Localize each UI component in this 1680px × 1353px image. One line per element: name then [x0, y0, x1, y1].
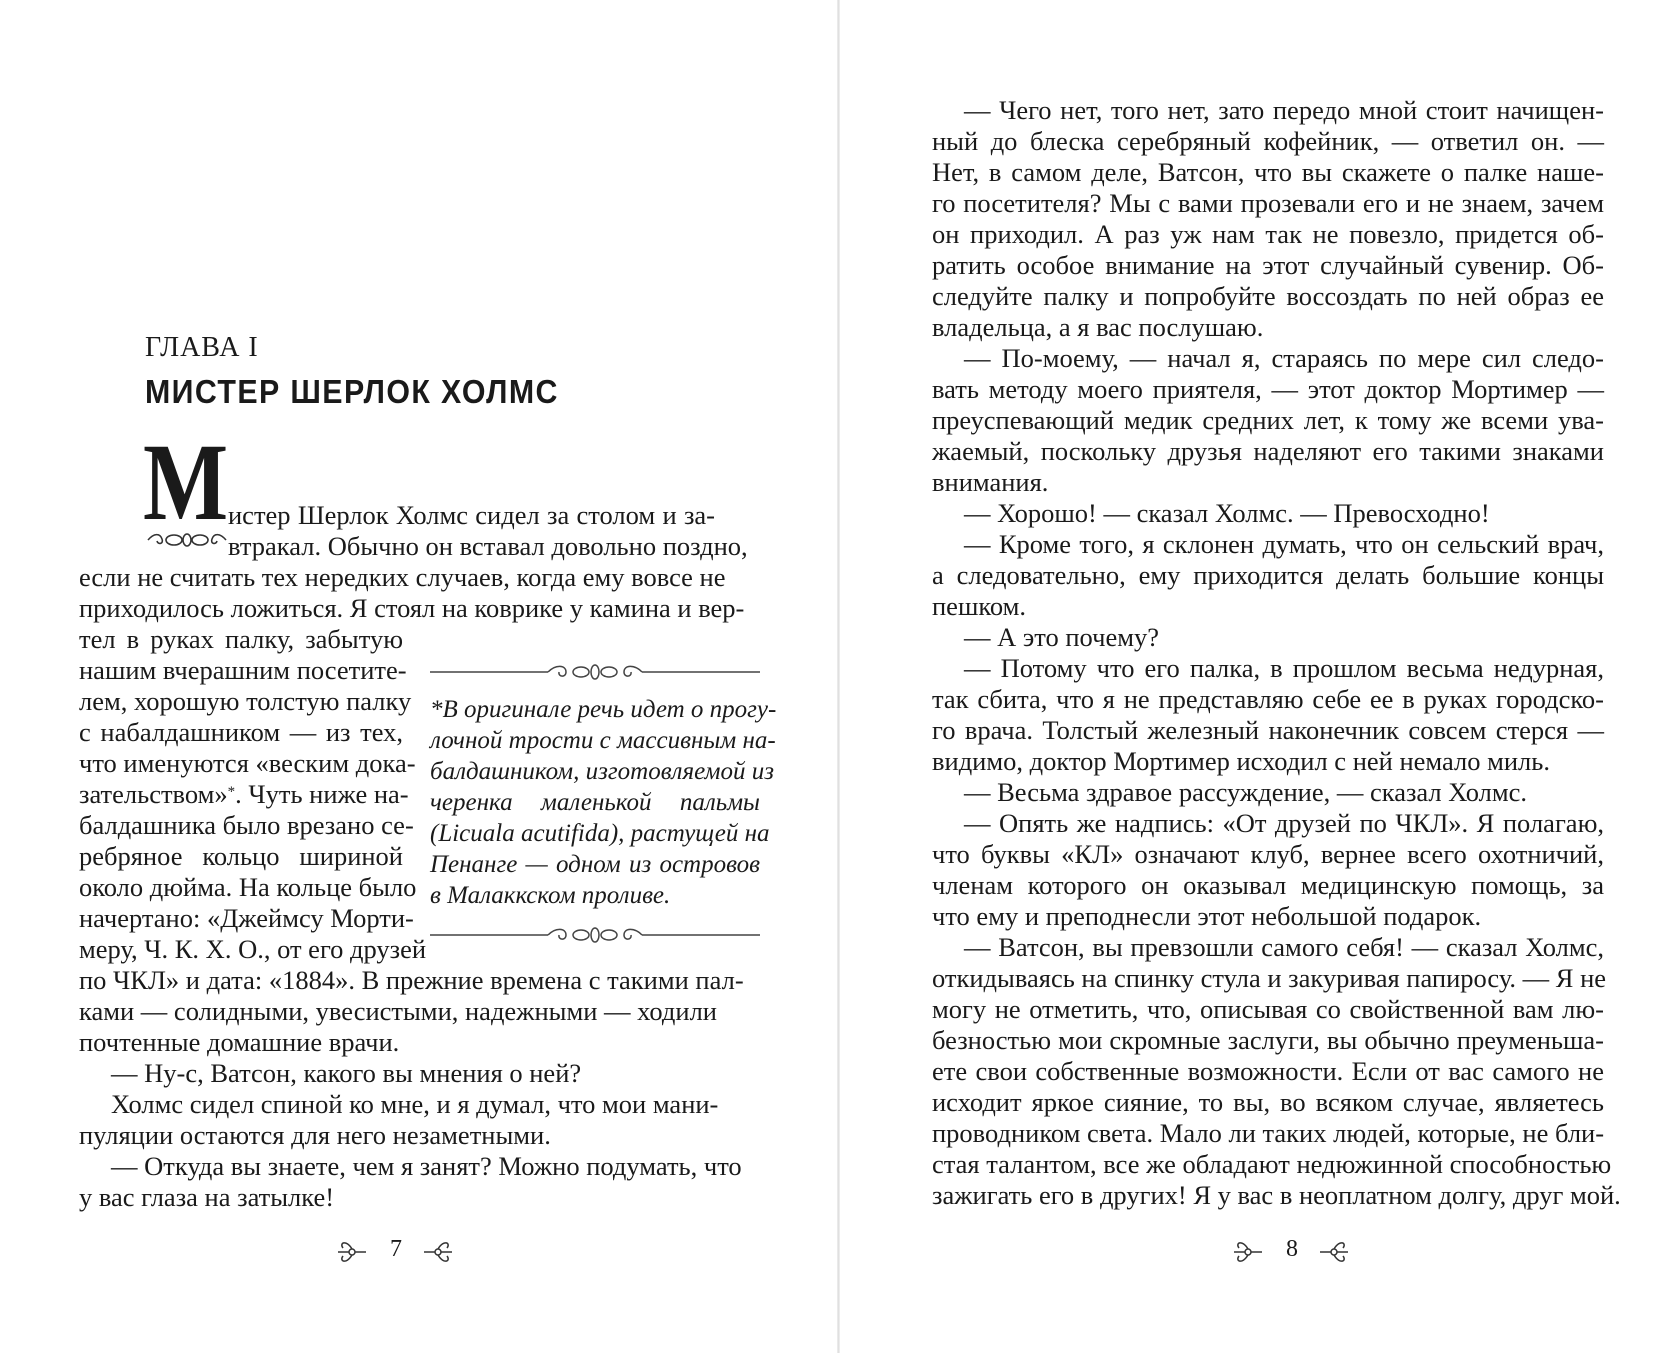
- folio-ornament-left-icon: [1232, 1237, 1264, 1267]
- body-line: лем, хорошую толстую палку: [79, 686, 412, 716]
- body-line: около дюйма. На кольце было: [79, 872, 417, 902]
- body-line: ете свои собственные возможности. Если от вас самого не: [932, 1056, 1604, 1086]
- body-line: что буквы «КЛ» означают клуб, вернее всего охотничий,: [932, 839, 1604, 869]
- body-line: так сбита, что я не представляю себе ее в руках городско-: [932, 684, 1604, 714]
- body-line: балдашника было врезано се-: [79, 810, 414, 840]
- body-line: проводником света. Мало ли таких людей, которые, не бли-: [932, 1118, 1605, 1148]
- right-page: [840, 0, 1680, 1353]
- footnote-text: В оригинале речь идет о прогу-: [442, 696, 777, 723]
- body-line: безностью мои скромные заслуги, вы обычно преуменьша-: [932, 1025, 1604, 1055]
- body-line: нашим вчерашним посетите-: [79, 655, 407, 685]
- page-number-block: [336, 1232, 456, 1272]
- body-line: втракал. Обычно он вставал довольно поздно,: [228, 531, 748, 561]
- chapter-title: МИСТЕР ШЕРЛОК ХОЛМС: [145, 373, 559, 410]
- drop-cap-ornament-icon: [146, 530, 228, 550]
- folio-ornament-right-icon: [422, 1237, 454, 1267]
- body-line: членам которого он оказывал медицинскую помощь, за: [932, 870, 1604, 900]
- body-line: Холмс сидел спиной ко мне, и я думал, что мои мани-: [111, 1089, 719, 1119]
- body-line: го посетителя? Мы с вами прозевали его и не знаем, зачем: [932, 188, 1604, 218]
- body-line: пуляции остаются для него незаметными.: [79, 1120, 551, 1150]
- body-text: . Чуть ниже на-: [235, 779, 409, 809]
- body-line: что ему и преподнесли этот небольшой подарок.: [932, 901, 1482, 931]
- footnote-line: [430, 694, 776, 725]
- body-line: Нет, в самом деле, Ватсон, что вы скажете о палке наше-: [932, 157, 1604, 187]
- footnote-line: лочной трости с массивным на-: [430, 727, 776, 754]
- body-line: — Ватсон, вы превзошли самого себя! — сказал Холмс,: [964, 932, 1604, 962]
- body-text: зательством»: [79, 779, 228, 809]
- folio-ornament-left-icon: [336, 1237, 368, 1267]
- footnote-marker: *: [430, 696, 443, 723]
- body-line: откидываясь на спинку стула и закуривая папиросу. — Я не: [932, 963, 1607, 993]
- footnote-top-rule-ornament: [430, 660, 760, 684]
- footnote-line: в Малаккском проливе.: [430, 882, 671, 909]
- page-number-block: [1232, 1232, 1352, 1272]
- body-line: вать методу моего приятеля, — этот доктор Мортимер —: [932, 374, 1604, 404]
- body-line: истер Шерлок Холмс сидел за столом и за-: [228, 500, 715, 530]
- body-line: преуспевающий медик средних лет, к тому же всеми ува-: [932, 405, 1604, 435]
- body-line: меру, Ч. К. Х. О., от его друзей: [79, 934, 427, 964]
- body-line: — По-моему, — начал я, стараясь по мере сил следо-: [964, 343, 1604, 373]
- footnote-reference[interactable]: *: [227, 784, 236, 800]
- body-line: — Хорошо! — сказал Холмс. — Превосходно!: [964, 498, 1490, 528]
- body-line: — Потому что его палка, в прошлом весьма недурная,: [964, 653, 1604, 683]
- body-line: ками — солидными, увесистыми, надежными — ходили: [79, 996, 717, 1026]
- body-line: он приходил. А раз уж нам так не повезло, придется об-: [932, 219, 1604, 249]
- body-line-with-footnote-ref: [79, 779, 409, 810]
- drop-cap: М: [143, 421, 229, 543]
- page-number: 8: [1286, 1236, 1298, 1262]
- body-line: владельца, а я вас послушаю.: [932, 312, 1264, 342]
- footnote-line: черенка маленькой пальмы: [430, 789, 760, 816]
- footnote-line: балдашником, изготовляемой из: [430, 758, 775, 785]
- chapter-label: ГЛАВА I: [145, 332, 259, 363]
- body-line: приходилось ложиться. Я стоял на коврике у камина и вер-: [79, 593, 745, 623]
- footnote-line: Пенанге — одном из островов: [430, 851, 760, 878]
- footnote-line: (Licuala acutifida), растущей на: [430, 820, 770, 847]
- body-line: — Кроме того, я склонен думать, что он сельский врач,: [964, 529, 1604, 559]
- body-line: го врача. Толстый железный наконечник совсем стерся —: [932, 715, 1604, 745]
- page-number: 7: [390, 1236, 402, 1262]
- body-line: ребряное кольцо шириной: [79, 841, 403, 871]
- body-line: что именуются «веским дока-: [79, 748, 416, 778]
- body-line: жаемый, поскольку друзья наделяют его такими знаками: [932, 436, 1604, 466]
- body-line: — Весьма здравое рассуждение, — сказал Холмс.: [964, 777, 1528, 807]
- body-line: зажигать его в других! Я у вас в неоплатном долгу, друг мой.: [932, 1180, 1621, 1210]
- body-line: — Опять же надпись: «От друзей по ЧКЛ». Я полагаю,: [964, 808, 1604, 838]
- body-line: ный до блеска серебряный кофейник, — ответил он. —: [932, 126, 1604, 156]
- body-line: а следовательно, ему приходится делать большие концы: [932, 560, 1604, 590]
- body-line: начертано: «Джеймсу Морти-: [79, 903, 414, 933]
- body-line: с набалдашником — из тех,: [79, 717, 403, 747]
- left-page: [0, 0, 839, 1353]
- body-line: по ЧКЛ» и дата: «1884». В прежние времена с такими пал-: [79, 965, 744, 995]
- body-line: исходит яркое сияние, то вы, во всяком случае, являетесь: [932, 1087, 1604, 1117]
- folio-ornament-right-icon: [1318, 1237, 1350, 1267]
- body-line: видимо, доктор Мортимер исходил с ней немало миль.: [932, 746, 1550, 776]
- body-line: стая талантом, все же обладают недюжинной способностью: [932, 1149, 1612, 1179]
- body-line: — Ну-с, Ватсон, какого вы мнения о ней?: [111, 1058, 582, 1088]
- body-line: — А это почему?: [964, 622, 1159, 652]
- body-line: следуйте палку и попробуйте воссоздать по ней образ ее: [932, 281, 1604, 311]
- body-line: тел в руках палку, забытую: [79, 624, 403, 654]
- body-line: почтенные домашние врачи.: [79, 1027, 400, 1057]
- body-line: у вас глаза на затылке!: [79, 1182, 335, 1212]
- body-line: внимания.: [932, 467, 1049, 497]
- body-line: пешком.: [932, 591, 1027, 621]
- body-line: — Откуда вы знаете, чем я занят? Можно подумать, что: [111, 1151, 742, 1181]
- footnote-bottom-rule-ornament: [430, 923, 760, 947]
- body-line: — Чего нет, того нет, зато передо мной стоит начищен-: [964, 95, 1604, 125]
- body-line: если не считать тех нередких случаев, когда ему вовсе не: [79, 562, 726, 592]
- body-line: могу не отметить, что, описывая со свойственной вам лю-: [932, 994, 1604, 1024]
- body-line: ратить особое внимание на этот случайный сувенир. Об-: [932, 250, 1604, 280]
